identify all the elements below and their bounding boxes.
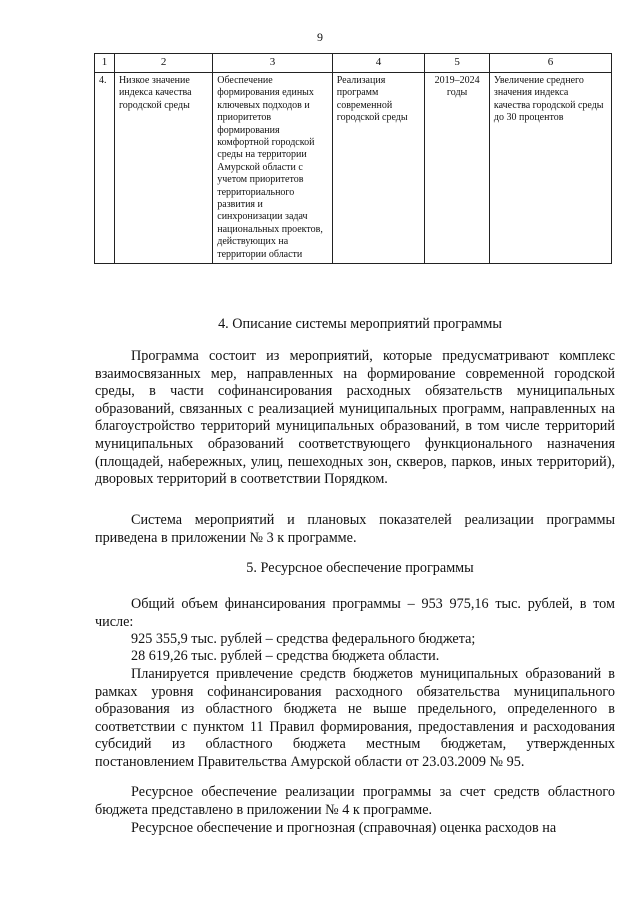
section-4-paragraph-1: Программа состоит из мероприятий, которые предусматривают комплекс взаимосвязанных мер, направленных на формирование современной городской среды, в части софинансирования расходных обязательств муниципальных образований, связанных с реализацией муниципальных программ, направленных на благоустройство территорий муниципальных образований, в том числе территорий муниципальных образований соответствующего функционального назначения (площадей, набережных, улиц, пешеходных зон, скверов, парков, иных территорий), дворовых территорий в соответствии Порядком. (95, 348, 615, 488)
result-cell: Увеличение среднего значения индекса качества городской среды до 30 процентов (489, 73, 611, 264)
row-number-cell: 4. (95, 73, 115, 264)
funding-regional-line: 28 619,26 тыс. рублей – средства бюджета области. (131, 648, 440, 664)
table-header-cell: 5 (425, 54, 490, 73)
measure-cell: Обеспечение формирования единых ключевых подходов и приоритетов формирования комфортной городской среды на территории Амурской области с учетом приоритетов территориального развития и синхронизации задач национальных проектов, действующих на территории области (213, 73, 333, 264)
section-5-paragraph-2: Планируется привлечение средств бюджетов муниципальных образований в рамках уровня софинансирования расходного обязательства муниципального образования из областного бюджета не выше предельного, определенного в соответствии с пунктом 11 Правил формирования, предоставления и расходования субсидий из областного бюджета местным бюджетам, утвержденных постановлением Правительства Амурской области от 23.03.2009 № 95. (95, 666, 615, 770)
section-5-paragraph-1: Общий объем финансирования программы – 953 975,16 тыс. рублей, в том числе: (95, 596, 615, 630)
table-header-cell: 1 (95, 54, 115, 73)
page-number: 9 (317, 30, 323, 44)
measures-table (94, 53, 612, 264)
table-row (95, 73, 612, 264)
program-cell: Реализация программ современной городской среды (332, 73, 425, 264)
section-4-paragraph-2: Система мероприятий и плановых показателей реализации программы приведена в приложении № 3 к программе. (95, 512, 615, 546)
section-4-title: 4. Описание системы мероприятий программы (218, 316, 502, 332)
table-header-row (95, 54, 612, 73)
period-cell: 2019–2024 годы (425, 73, 490, 264)
funding-federal-line: 925 355,9 тыс. рублей – средства федерального бюджета; (131, 631, 476, 647)
table-header-cell: 2 (114, 54, 212, 73)
indicator-cell: Низкое значение индекса качества городской среды (114, 73, 212, 264)
section-5-title: 5. Ресурсное обеспечение программы (246, 560, 474, 576)
section-5-paragraph-3: Ресурсное обеспечение реализации программы за счет средств областного бюджета представлено в приложении № 4 к программе. (95, 784, 615, 818)
section-5-paragraph-4: Ресурсное обеспечение и прогнозная (справочная) оценка расходов на (131, 820, 557, 836)
table-header-cell: 6 (489, 54, 611, 73)
table-header-cell: 3 (213, 54, 333, 73)
table-header-cell: 4 (332, 54, 425, 73)
